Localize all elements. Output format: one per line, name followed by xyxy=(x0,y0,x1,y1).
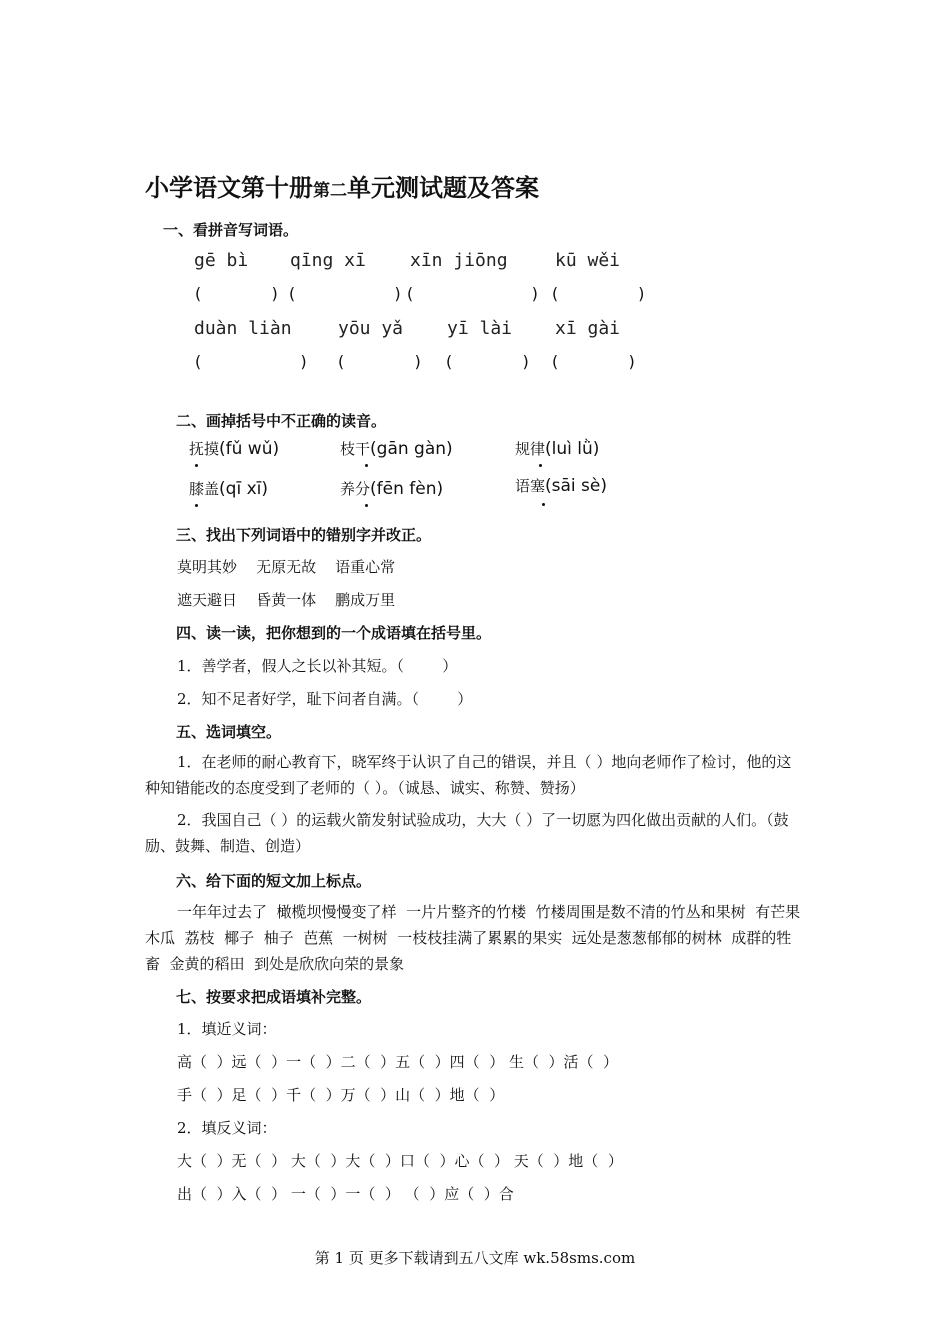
fill-in-question-1: 1．在老师的耐心教育下，晓军终于认识了自己的错误，并且（ ）地向老师作了检讨，他的这种知错能改的态度受到了老师的（ ）。（诚恳、诚实、称赞、赞扬） xyxy=(145,753,792,797)
emphasis-dot xyxy=(195,504,198,507)
synonym-line-2: 手（ ）足（ ）千（ ）万（ ）山（ ）地（ ） xyxy=(177,1086,505,1104)
question-1: 1．善学者，假人之长以补其短。（ ） xyxy=(177,657,458,675)
reading-item: 规律(luì lǜ) xyxy=(515,439,600,459)
reading-item: 抚摸(fǔ wǔ) xyxy=(189,439,280,459)
reading-item: 语塞(sāi sè) xyxy=(515,476,607,496)
answer-blank: ( ) xyxy=(550,352,637,371)
answer-blank: ( ) xyxy=(193,352,309,371)
answer-blank: ( ) xyxy=(405,284,540,303)
section-7-heading: 七、按要求把成语填补完整。 xyxy=(176,988,372,1006)
antonym-line-1: 大（ ）无（ ） 大（ ）大（ ）口（ ）心（ ） 天（ ）地（ ） xyxy=(177,1152,623,1170)
page-title: 小学语文第十册第二单元测试题及答案 xyxy=(145,174,539,202)
reading-item: 膝盖(qī xī) xyxy=(189,479,268,499)
section-2-heading: 二、画掉括号中不正确的读音。 xyxy=(176,412,387,430)
answer-blank: ( ) xyxy=(336,352,423,371)
synonym-subheading: 1．填近义词： xyxy=(177,1020,277,1038)
section-3-heading: 三、找出下列词语中的错别字并改正。 xyxy=(176,526,432,544)
emphasis-dot xyxy=(365,504,368,507)
question-2: 2．知不足者好学，耻下问者自满。（ ） xyxy=(177,690,473,708)
antonym-subheading: 2．填反义词： xyxy=(177,1119,277,1137)
emphasis-dot xyxy=(539,464,542,467)
section-6-heading: 六、给下面的短文加上标点。 xyxy=(176,872,372,890)
pinyin-5: duàn liàn xyxy=(194,318,292,339)
pinyin-4: kū wěi xyxy=(555,250,621,271)
pinyin-8: xī gài xyxy=(555,318,621,339)
page-footer: 第 1 页 更多下载请到五八文库 wk.58sms.com xyxy=(314,1249,636,1267)
answer-blank: ( ) xyxy=(550,284,647,303)
emphasis-dot xyxy=(542,503,545,506)
antonym-line-2: 出（ ）入（ ） 一（ ）一（ ） （ ）应（ ）合 xyxy=(177,1185,514,1203)
answer-blank: ( ) xyxy=(444,352,531,371)
section-5-heading: 五、选词填空。 xyxy=(176,723,282,741)
synonym-line-1: 高（ ）远（ ）一（ ）二（ ）五（ ）四（ ） 生（ ）活（ ） xyxy=(177,1053,619,1071)
section-4-heading: 四、读一读，把你想到的一个成语填在括号里。 xyxy=(176,624,492,642)
typo-words-line-1: 莫明其妙 无原无故 语重心常 xyxy=(177,558,396,576)
section-1-heading: 一、看拼音写词语。 xyxy=(163,221,299,239)
typo-words-line-2: 遮天避日 昏黄一体 鹏成万里 xyxy=(177,591,396,609)
pinyin-6: yōu yǎ xyxy=(338,318,404,339)
reading-item: 养分(fēn fèn) xyxy=(340,479,444,499)
emphasis-dot xyxy=(195,464,198,467)
answer-blank: ( ) xyxy=(193,284,280,303)
pinyin-1: gē bì xyxy=(194,250,249,271)
pinyin-3: xīn jiōng xyxy=(410,250,508,271)
punctuation-passage: 一年年过去了 橄榄坝慢慢变了样 一片片整齐的竹楼 竹楼周围是数不清的竹丛和果树 有芒果 木瓜 荔枝 椰子 柚子 芭蕉 一树树 一枝枝挂满了累累的果实 远处是葱葱郁郁的树林 成群的牲畜 金黄的稻田 到处是欣欣向荣的景象 xyxy=(145,903,810,973)
pinyin-2: qīng xī xyxy=(290,250,366,271)
pinyin-7: yī lài xyxy=(447,318,513,339)
answer-blank: ( ) xyxy=(287,284,403,303)
fill-in-question-2: 2．我国自己（ ）的运载火箭发射试验成功，大大（ ）了一切愿为四化做出贡献的人们。（鼓励、鼓舞、制造、创造） xyxy=(145,811,789,855)
reading-item: 枝干(gān gàn) xyxy=(340,439,453,459)
emphasis-dot xyxy=(365,464,368,467)
